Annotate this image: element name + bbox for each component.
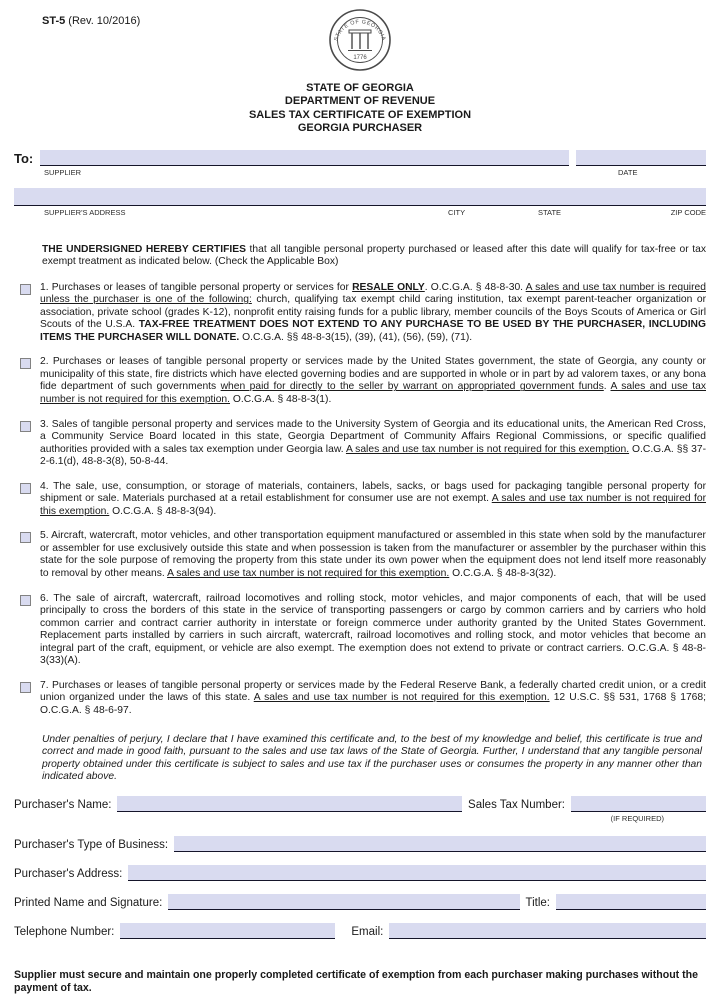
form-title [0, 82, 720, 136]
exemption-text-6: 6. The sale of aircraft, watercraft, railroad locomotives and rolling stock, motor vehicles, and major components of each, that will be used principally to cross the borders of this state in the service of transporting passengers or cargo by common carriers and by carriers who hold common carrier and contract carrier authority in interstate or foreign commerce under authority granted by the United States Government. Replacement parts installed by carriers in such aircraft, watercraft, railroad locomotives and rolling stock, and motor vehicles that become an integral part of the craft, equipment, or vehicle are also exempt. The exemption does not extend to private or contract carriers. O.C.G.A. § 48-8-3(33)(A). [40, 592, 706, 667]
purchasers-name-label: Purchaser's Name: [14, 798, 112, 811]
if-required-note: (IF REQUIRED) [610, 813, 664, 823]
georgia-state-seal [328, 8, 392, 72]
exemption-checkbox-7[interactable] [20, 682, 31, 693]
title-line-3: SALES TAX CERTIFICATE OF EXEMPTION [248, 108, 472, 121]
form-revision: (Rev. 10/2016) [65, 15, 141, 27]
exemption-item-2 [20, 356, 706, 406]
purchasers-name-input[interactable] [117, 796, 462, 812]
supplier-label: SUPPLIER [44, 167, 82, 177]
exemption-text-1: 1. Purchases or leases of tangible personal property or services for RESALE ONLY. O.C.G.A. § 48-8-30. A sales and use tax number is required unless the purchaser is one of the following: church, qualifying tax exempt child caring institution, tax exempt parent-teacher organization or association, private school (grades K-12), nonprofit entity raising funds for a public library, member councils of the Boys Scouts of America or Girl Scouts of the U.S.A. TAX-FREE TREATMENT DOES NOT EXTEND TO ANY PURCHASE TO BE USED BY THE PURCHASER, INCLUDING ITEMS THE PURCHASER WILL DONATE. O.C.G.A. §§ 48-8-3(15), (39), (41), (56), (59), (71). [40, 281, 707, 343]
type-of-business-input[interactable] [174, 836, 706, 852]
telephone-number-label: Telephone Number: [14, 925, 115, 938]
printed-name-signature-input[interactable] [168, 894, 519, 910]
perjury-statement: Under penalties of perjury, I declare that I have examined this certificate and, to the best of my knowledge and belief, this certificate is true and correct and made in good faith, pursuant to the sales and use tax laws of the State of Georgia. Further, I understand that any tangible personal property obtained under this certificate is subject to sales and use tax if the purchaser uses or consumes the property in any manner other than indicated above. [42, 733, 702, 783]
type-of-business-label: Purchaser's Type of Business: [14, 838, 169, 851]
exemption-checkbox-6[interactable] [20, 595, 31, 606]
exemption-text-2: 2. Purchases or leases of tangible personal property or services made by the United States government, the state of Georgia, any county or municipality of this state, fire districts which have elected governing bodies and are supported in whole or in part by ad valorem taxes, or any bona fide department of such governments when paid for directly to the seller by warrant on appropriated government funds. A sales and use tax number is not required for this exemption. O.C.G.A. § 48-8-3(1). [40, 356, 706, 406]
seal-arc-text: STATE OF GEORGIA [333, 19, 387, 42]
email-input[interactable] [389, 923, 706, 939]
exemption-items [0, 282, 720, 718]
supplier-address-row [14, 188, 706, 206]
city-label: CITY [448, 207, 466, 217]
exemption-item-1 [20, 282, 706, 345]
exemption-checkbox-4[interactable] [20, 483, 31, 494]
to-label: To: [14, 150, 34, 166]
zip-input[interactable] [558, 188, 706, 206]
date-label: DATE [618, 167, 638, 177]
seal-year: 1776 [353, 55, 367, 61]
exemption-checkbox-1[interactable] [20, 284, 31, 295]
form-number: ST-5 [42, 15, 66, 27]
state-label: STATE [538, 207, 562, 217]
printed-name-signature-label: Printed Name and Signature: [14, 896, 163, 909]
supplier-address-row-labels [14, 208, 706, 219]
telephone-number-input[interactable] [120, 923, 335, 939]
supplier-row-labels [14, 168, 706, 179]
supplier-address-input[interactable] [14, 188, 262, 206]
telephone-email-row [14, 923, 706, 939]
title-line-2: DEPARTMENT OF REVENUE [284, 95, 436, 108]
purchasers-address-input[interactable] [128, 865, 706, 881]
exemption-checkbox-3[interactable] [20, 421, 31, 432]
exemption-text-5: 5. Aircraft, watercraft, motor vehicles, and other transportation equipment manufactured or assembled in this state when sold by the manufacturer or assembler for use exclusively outside this state and when possession is taken from the manufacturer or assembler by the purchaser within this state for the sole purpose of removing the property from this state under its own power when the equipment does not lend itself more reasonably to removal by other means. A sales and use tax number is not required for this exemption. O.C.G.A. § 48-8-3(32). [40, 530, 706, 580]
title-label: Title: [525, 896, 550, 909]
supplier-address-label: SUPPLIER'S ADDRESS [44, 207, 126, 217]
sales-tax-number-input[interactable] [571, 796, 706, 812]
type-of-business-row [14, 836, 706, 852]
exemption-checkbox-5[interactable] [20, 532, 31, 543]
footer-note: Supplier must secure and maintain one properly completed certificate of exemption from each purchaser making purchases without the payment of tax. [14, 969, 699, 994]
seal-container [0, 0, 720, 77]
purchaser-address-row [14, 865, 706, 881]
email-label: Email: [351, 925, 384, 938]
state-input[interactable] [410, 188, 558, 206]
date-input[interactable] [576, 150, 706, 166]
form-code [42, 15, 140, 28]
exemption-checkbox-2[interactable] [20, 358, 31, 369]
exemption-text-7: 7. Purchases or leases of tangible personal property or services made by the Federal Reserve Bank, a federally charted credit union, or a credit union organized under the laws of this state. A sales and use tax number is not required for this exemption. 12 U.S.C. §§ 531, 1768 § 1768; O.C.G.A. § 48-6-97. [40, 679, 706, 716]
exemption-text-4: 4. The sale, use, consumption, or storage of materials, containers, labels, sacks, or bags used for packaging tangible personal property for shipment or sale. Materials purchased at a retail establishment for consumer use are not exempt. A sales and use tax number is not required for this exemption. O.C.G.A. § 48-8-3(94). [40, 480, 707, 517]
exemption-item-3 [20, 419, 706, 469]
purchaser-name-row [14, 796, 706, 812]
title-line-1: STATE OF GEORGIA [306, 81, 414, 94]
title-line-4: GEORGIA PURCHASER [297, 122, 423, 135]
printed-name-row [14, 894, 706, 910]
city-input[interactable] [262, 188, 410, 206]
supplier-input[interactable] [40, 150, 569, 166]
certification-statement: THE UNDERSIGNED HEREBY CERTIFIES that all tangible personal property purchased or leased after this date will qualify for tax-free or tax exempt treatment as indicated below. (Check the Applicable Box) [42, 243, 706, 268]
exemption-item-4 [20, 481, 706, 519]
exemption-item-6 [20, 593, 706, 668]
seal-arch [349, 30, 371, 33]
purchasers-address-label: Purchaser's Address: [14, 867, 123, 880]
supplier-row [14, 150, 706, 166]
sales-tax-number-label: Sales Tax Number: [468, 798, 565, 811]
zip-code-label: ZIP CODE [670, 207, 706, 217]
title-input[interactable] [556, 894, 706, 910]
exemption-item-5 [20, 530, 706, 580]
exemption-text-3: 3. Sales of tangible personal property and services made to the University System of Georgia and its educational units, the American Red Cross, a Community Service Board located in this state, Georgia Department of Community Affairs Regional Commissions, or specific qualified authorities provided with a sales tax exemption under Georgia law. A sales and use tax number is not required for this exemption. O.C.G.A. §§ 37-2-6.1(d), 48-8-3(8), 50-8-44. [40, 418, 707, 468]
exemption-item-7 [20, 680, 706, 718]
